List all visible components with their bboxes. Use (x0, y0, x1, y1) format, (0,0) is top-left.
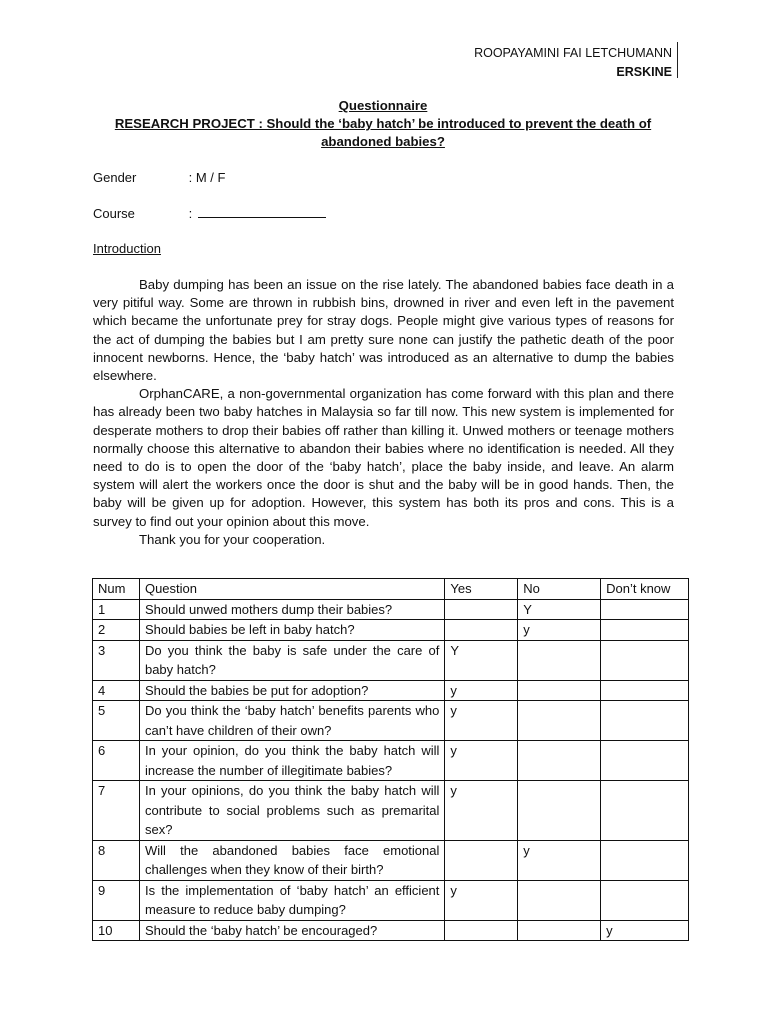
row-no-cell[interactable] (518, 640, 601, 680)
row-num: 10 (93, 920, 140, 941)
row-dont-know-cell[interactable] (601, 741, 689, 781)
table-row (93, 701, 689, 741)
row-dont-know-cell[interactable]: y (601, 920, 689, 941)
gender-field (93, 170, 225, 185)
row-no-cell[interactable] (518, 781, 601, 841)
table-header-row (93, 579, 689, 600)
table-row (93, 599, 689, 620)
row-no-cell[interactable] (518, 680, 601, 701)
research-title-line1: RESEARCH PROJECT : Should the ‘baby hatch’ be introduced to prevent the death of (114, 116, 652, 131)
gender-label: Gender (93, 170, 137, 185)
row-question: Do you think the baby is safe under the care of baby hatch? (139, 640, 444, 680)
table-row (93, 741, 689, 781)
research-title-line2: abandoned babies? (321, 134, 445, 149)
row-no-cell[interactable]: y (518, 840, 601, 880)
row-num: 2 (93, 620, 140, 641)
row-no-cell[interactable]: Y (518, 599, 601, 620)
introduction-text (93, 276, 674, 549)
author-name: ROOPAYAMINI FAI LETCHUMANN (474, 46, 672, 60)
course-blank-line[interactable] (198, 205, 326, 218)
header-divider (677, 42, 678, 78)
row-num: 3 (93, 640, 140, 680)
course-value: : (188, 206, 193, 221)
row-num: 9 (93, 880, 140, 920)
header-question: Question (139, 579, 444, 600)
row-yes-cell[interactable] (445, 599, 518, 620)
questionnaire-title: Questionnaire (338, 98, 428, 113)
group-name: ERSKINE (616, 65, 672, 79)
row-question: Should the ‘baby hatch’ be encouraged? (139, 920, 444, 941)
row-question: Is the implementation of ‘baby hatch’ an efficient measure to reduce baby dumping? (139, 880, 444, 920)
row-num: 1 (93, 599, 140, 620)
row-question: In your opinion, do you think the baby hatch will increase the number of illegitimate babies? (139, 741, 444, 781)
row-yes-cell[interactable]: y (445, 701, 518, 741)
row-num: 7 (93, 781, 140, 841)
table-row (93, 840, 689, 880)
title-block (93, 97, 673, 151)
intro-paragraph: OrphanCARE, a non-governmental organization has come forward with this plan and there has already been two baby hatches in Malaysia so far till now. This new system is implemented for desperate mothers to drop their babies off rather than killing it. Unwed mothers or teenage mothers normally choose this alternative to abandon their babies where no identification is needed. All they need to do is to open the door of the ‘baby hatch’, place the baby inside, and leave. An alarm system will alert the workers once the door is shut and the baby will be in good hands. Then, the baby will be given up for adoption. However, this system has both its pros and cons. This is a survey to find out your opinion about this move. (93, 386, 674, 529)
table-row (93, 880, 689, 920)
introduction-heading: Introduction (93, 241, 161, 256)
row-yes-cell[interactable]: y (445, 741, 518, 781)
header-num: Num (93, 579, 140, 600)
row-no-cell[interactable] (518, 741, 601, 781)
header-no: No (518, 579, 601, 600)
row-dont-know-cell[interactable] (601, 640, 689, 680)
row-yes-cell[interactable] (445, 840, 518, 880)
intro-paragraph: Baby dumping has been an issue on the rise lately. The abandoned babies face death in a very pitiful way. Some are thrown in rubbish bins, drowned in river and even left in the pavement which became the unfortunate prey for stray dogs. People might give various types of reasons for the act of dumping the babies but I am pretty sure none can justify the pathetic death of the poor innocent newborns. Hence, the ‘baby hatch’ was introduced as an alternative to dump the babies elsewhere. (93, 277, 674, 384)
row-dont-know-cell[interactable] (601, 701, 689, 741)
intro-paragraph: Thank you for your cooperation. (139, 531, 326, 547)
row-question: Should unwed mothers dump their babies? (139, 599, 444, 620)
row-dont-know-cell[interactable] (601, 781, 689, 841)
table-row (93, 920, 689, 941)
table-row (93, 781, 689, 841)
row-no-cell[interactable] (518, 880, 601, 920)
row-num: 5 (93, 701, 140, 741)
table-row (93, 680, 689, 701)
row-yes-cell[interactable]: y (445, 880, 518, 920)
row-question: Should the babies be put for adoption? (139, 680, 444, 701)
row-no-cell[interactable] (518, 920, 601, 941)
row-no-cell[interactable]: y (518, 620, 601, 641)
row-question: Will the abandoned babies face emotional challenges when they know of their birth? (139, 840, 444, 880)
row-yes-cell[interactable] (445, 620, 518, 641)
row-question: In your opinions, do you think the baby hatch will contribute to social problems such as premarital sex? (139, 781, 444, 841)
header-dont-know: Don’t know (601, 579, 689, 600)
row-yes-cell[interactable]: y (445, 781, 518, 841)
row-dont-know-cell[interactable] (601, 680, 689, 701)
questionnaire-table (92, 578, 689, 941)
row-num: 6 (93, 741, 140, 781)
row-dont-know-cell[interactable] (601, 620, 689, 641)
row-yes-cell[interactable]: Y (445, 640, 518, 680)
row-num: 4 (93, 680, 140, 701)
row-dont-know-cell[interactable] (601, 840, 689, 880)
row-no-cell[interactable] (518, 701, 601, 741)
row-question: Should babies be left in baby hatch? (139, 620, 444, 641)
gender-value: : M / F (188, 170, 226, 185)
row-num: 8 (93, 840, 140, 880)
row-dont-know-cell[interactable] (601, 599, 689, 620)
table-row (93, 620, 689, 641)
course-field (93, 205, 326, 221)
research-title (93, 115, 673, 151)
table-row (93, 640, 689, 680)
row-dont-know-cell[interactable] (601, 880, 689, 920)
header-yes: Yes (445, 579, 518, 600)
row-question: Do you think the ‘baby hatch’ benefits parents who can’t have children of their own? (139, 701, 444, 741)
course-label: Course (93, 206, 135, 221)
row-yes-cell[interactable] (445, 920, 518, 941)
row-yes-cell[interactable]: y (445, 680, 518, 701)
header-block (474, 44, 672, 82)
